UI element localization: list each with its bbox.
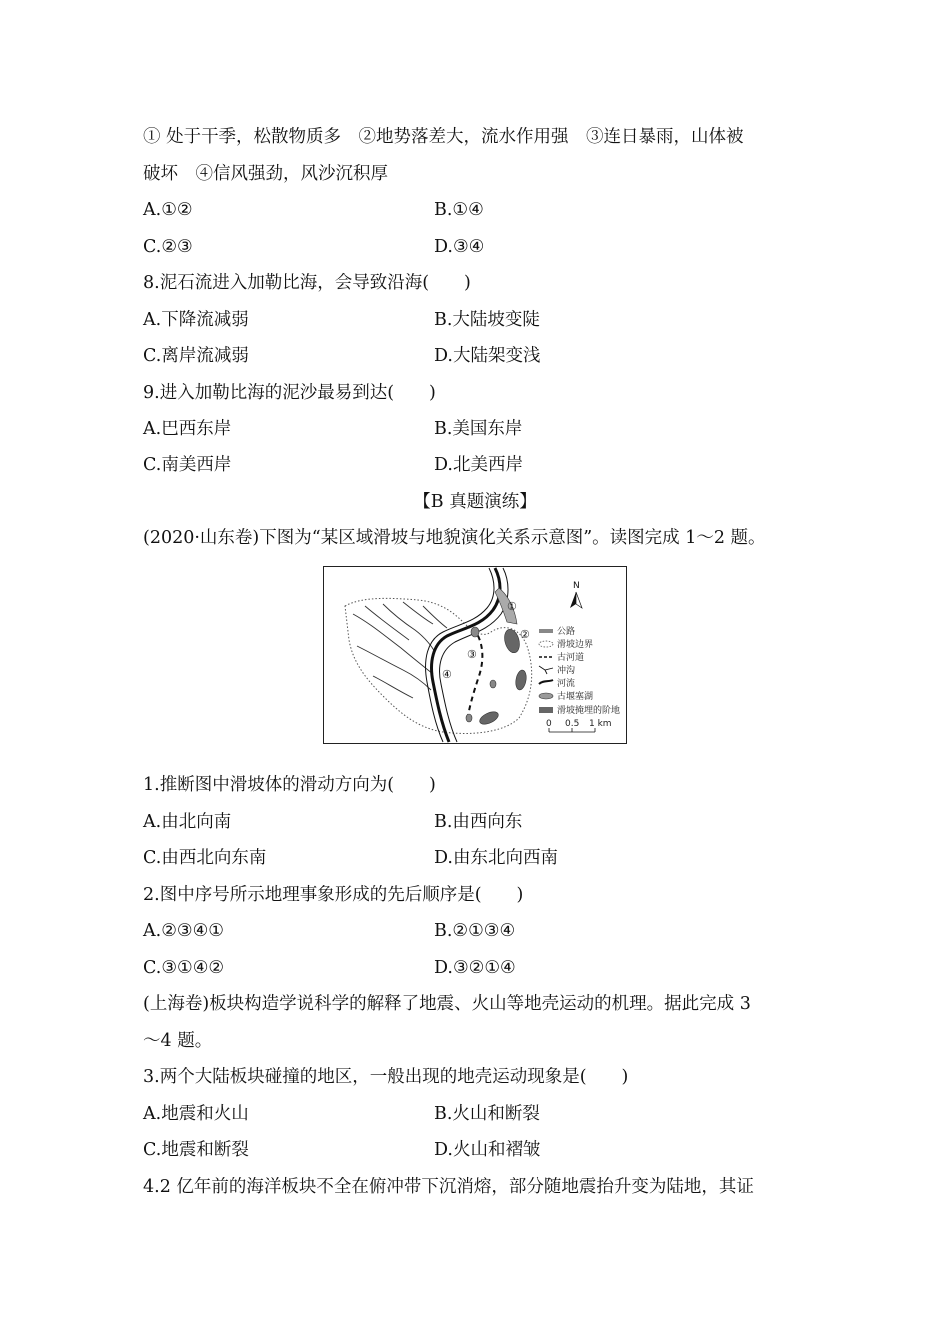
legend-buried-terrace: 滑坡掩埋的阶地 (557, 706, 621, 716)
marker-1: ① (507, 600, 517, 613)
legend-ancient-channel: 古河道 (557, 653, 585, 663)
q2-stem: 2.图中序号所示地理事象形成的先后顺序是( ) (143, 885, 524, 905)
source-shanghai-line-2: ～4 题。 (143, 1031, 213, 1051)
section-title: 【B 真题演练】 (413, 492, 537, 512)
legend-road: 公路 (557, 627, 576, 637)
scale-1km: 1 km (589, 719, 612, 729)
q7-option-b: B.①④ (434, 200, 484, 220)
q9-option-c: C.南美西岸 (143, 455, 232, 475)
q7-reason-line-2: 破坏 ④信风强劲，风沙沉积厚 (143, 164, 388, 184)
q8-option-d: D.大陆架变浅 (434, 346, 541, 366)
q9-option-a: A.巴西东岸 (143, 419, 232, 439)
marker-3: ③ (467, 648, 477, 661)
q8-option-b: B.大陆坡变陡 (434, 310, 540, 330)
q8-option-c: C.离岸流减弱 (143, 346, 249, 366)
q3-option-b: B.火山和断裂 (434, 1104, 540, 1124)
q1-option-d: D.由东北向西南 (434, 848, 558, 868)
legend-landslide-boundary: 滑坡边界 (557, 640, 594, 650)
q1-option-a: A.由北向南 (143, 812, 232, 832)
north-label: N (573, 581, 580, 591)
q3-stem: 3.两个大陆板块碰撞的地区，一般出现的地壳运动现象是( ) (143, 1067, 629, 1087)
q2-option-a: A.②③④① (143, 921, 224, 941)
q2-option-c: C.③①④② (143, 958, 225, 978)
q9-option-d: D.北美西岸 (434, 455, 523, 475)
q1-option-c: C.由西北向东南 (143, 848, 267, 868)
legend-river: 河流 (557, 679, 576, 689)
q3-option-c: C.地震和断裂 (143, 1140, 249, 1160)
source-2020-shandong: (2020·山东卷)下图为“某区域滑坡与地貌演化关系示意图”。读图完成 1～2 题。 (143, 528, 766, 548)
legend-gully: 冲沟 (557, 666, 576, 676)
q9-option-b: B.美国东岸 (434, 419, 523, 439)
scale-0-5: 0.5 (565, 719, 580, 729)
q1-option-b: B.由西向东 (434, 812, 523, 832)
q1-stem: 1.推断图中滑坡体的滑动方向为( ) (143, 775, 436, 795)
q7-option-a: A.①② (143, 200, 193, 220)
marker-4: ④ (442, 668, 452, 681)
q8-option-a: A.下降流减弱 (143, 310, 249, 330)
q2-option-b: B.②①③④ (434, 921, 516, 941)
q7-option-d: D.③④ (434, 237, 485, 257)
q2-option-d: D.③②①④ (434, 958, 516, 978)
marker-2: ② (520, 628, 530, 641)
q4-stem: 4.2 亿年前的海洋板块不全在俯冲带下沉消熔，部分随地震抬升变为陆地，其证 (143, 1177, 754, 1197)
scale-0: 0 (546, 719, 552, 729)
q7-option-c: C.②③ (143, 237, 193, 257)
landslide-map-figure (323, 566, 627, 744)
legend-dammed-lake: 古堰塞湖 (557, 692, 594, 702)
q9-stem: 9.进入加勒比海的泥沙最易到达( ) (143, 383, 436, 403)
source-shanghai-line-1: (上海卷)板块构造学说科学的解释了地震、火山等地壳运动的机理。据此完成 3 (143, 994, 751, 1014)
q8-stem: 8.泥石流进入加勒比海，会导致沿海( ) (143, 273, 471, 293)
q3-option-d: D.火山和褶皱 (434, 1140, 541, 1160)
q3-option-a: A.地震和火山 (143, 1104, 249, 1124)
q7-reason-line-1: ① 处于干季，松散物质多 ②地势落差大，流水作用强 ③连日暴雨，山体被 (143, 127, 744, 147)
